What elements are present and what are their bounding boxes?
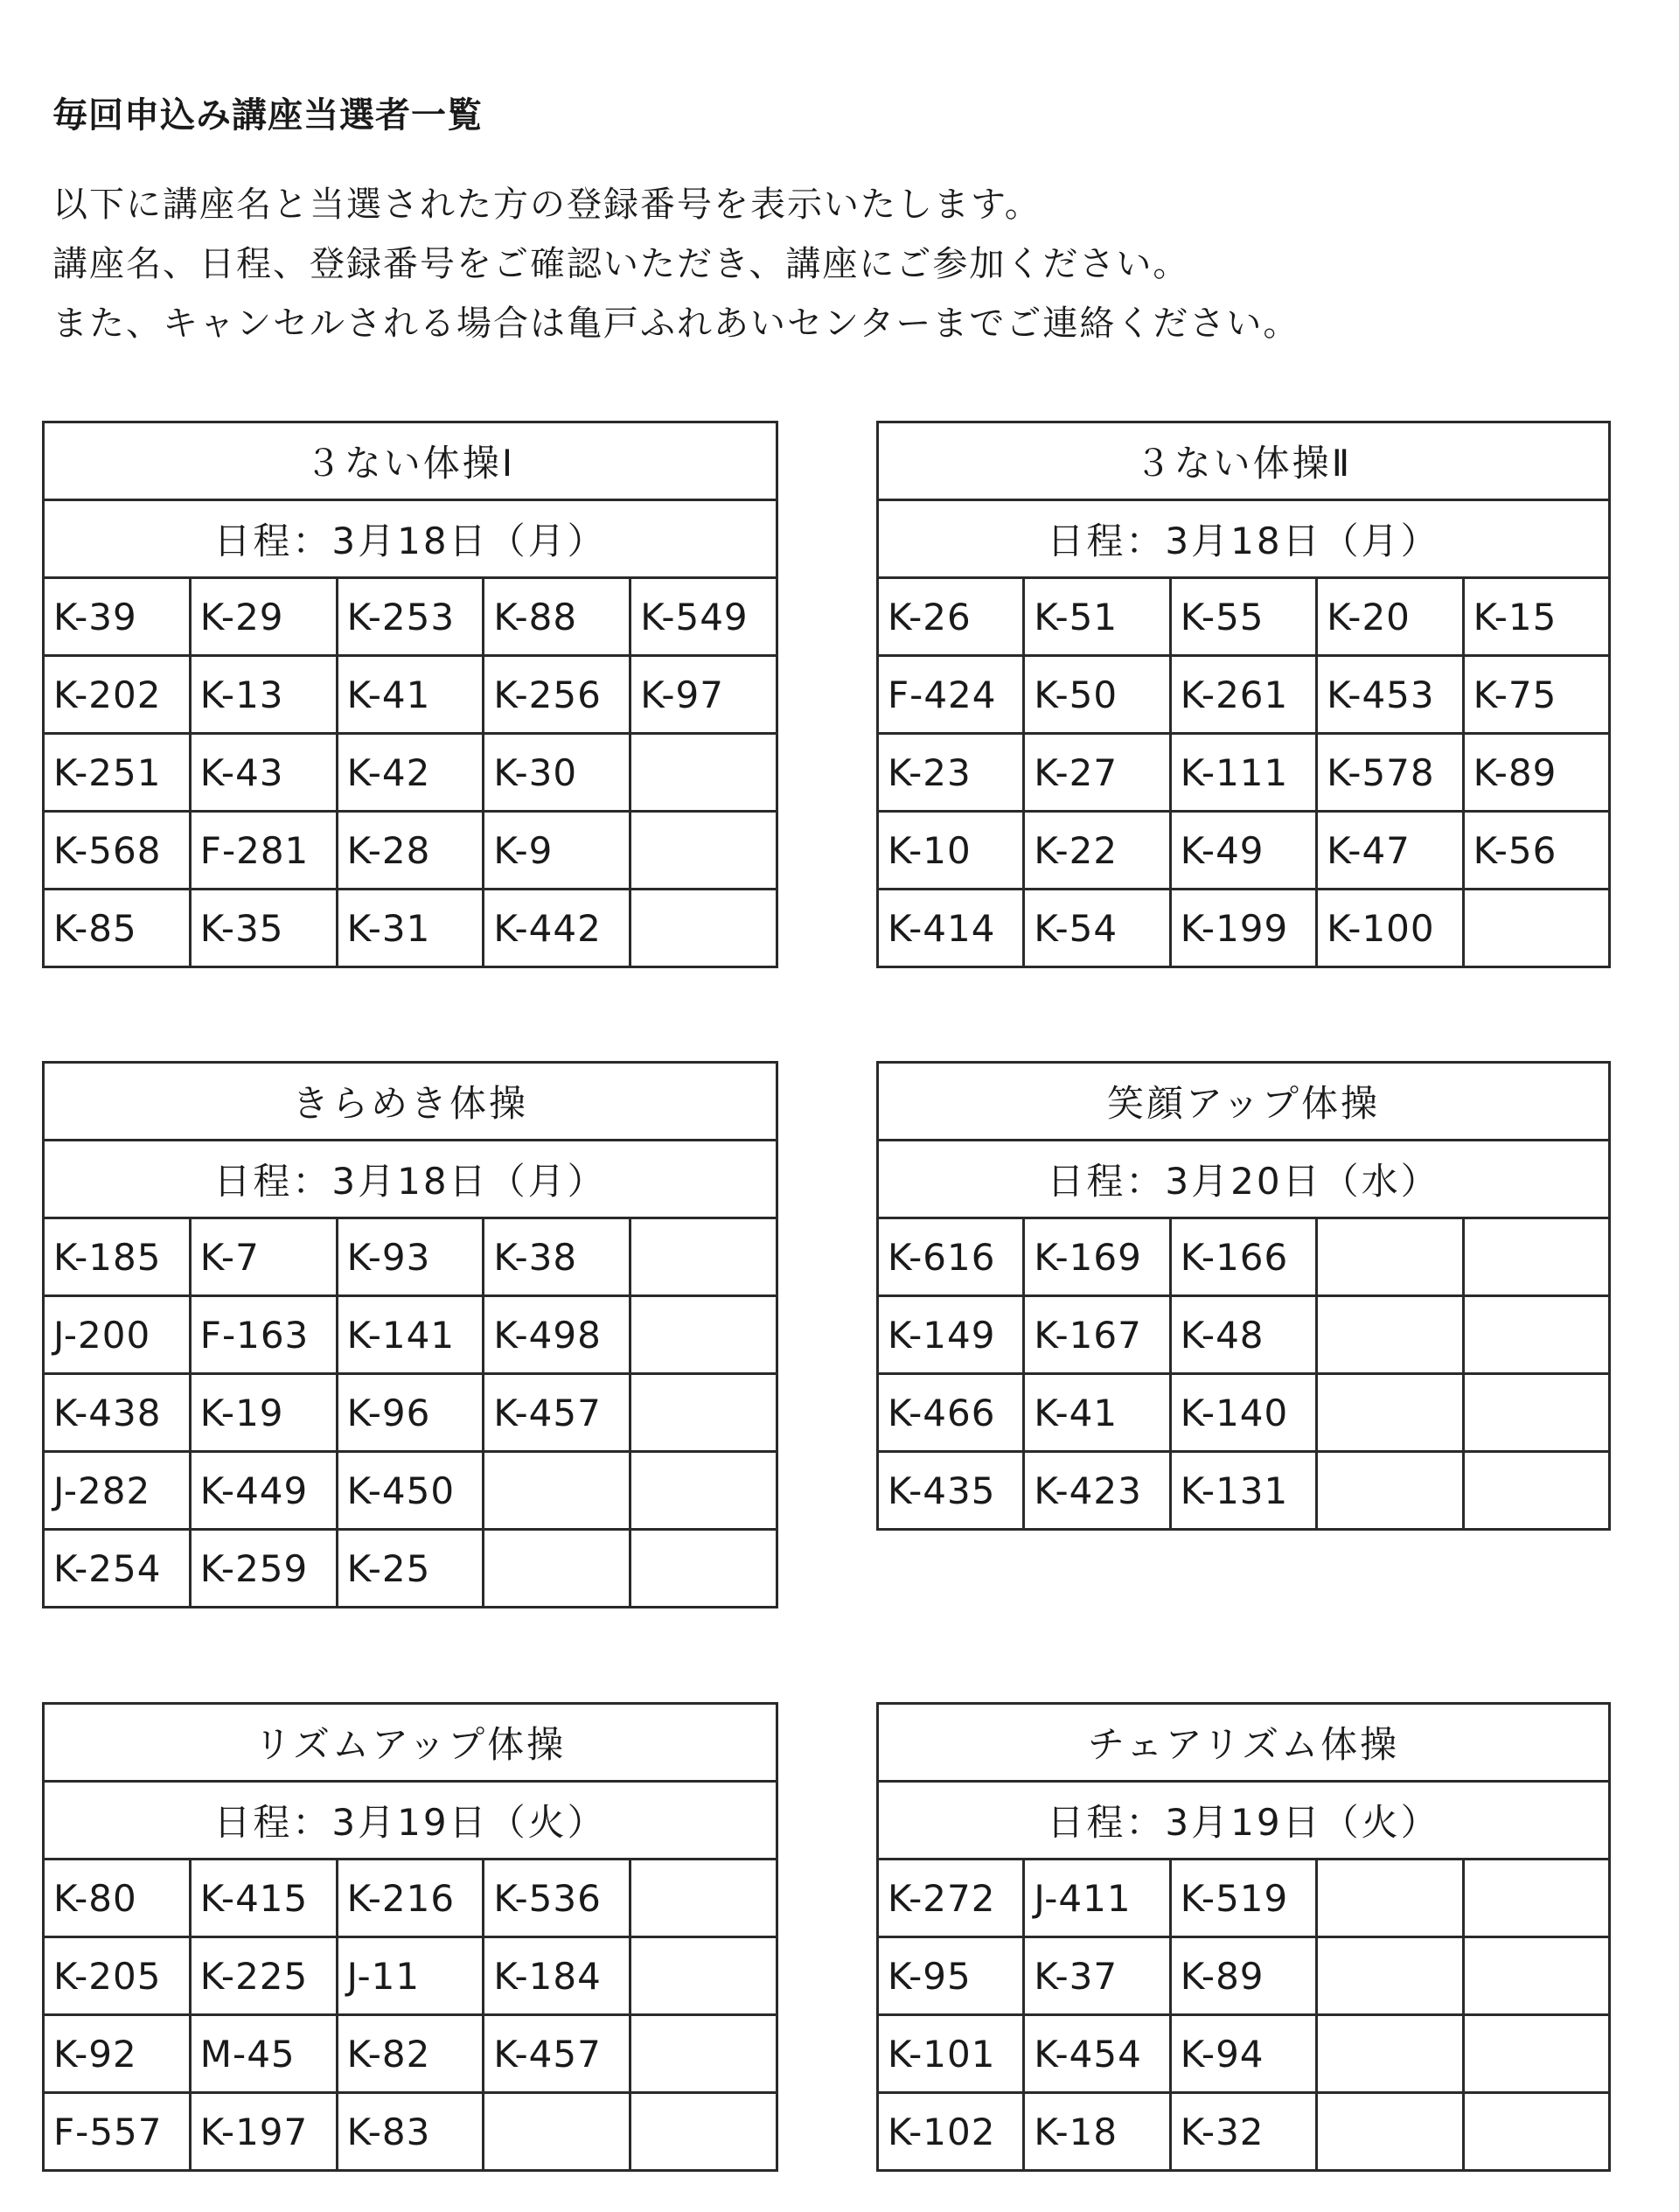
registration-number: K-205 — [44, 1937, 191, 2015]
registration-number: K-94 — [1170, 2015, 1316, 2093]
course-name: ３ない体操Ⅱ — [878, 422, 1610, 500]
registration-number: K-549 — [630, 578, 777, 656]
registration-number — [1317, 1937, 1463, 2015]
registration-number: K-15 — [1463, 578, 1609, 656]
course-name: チェアリズム体操 — [878, 1704, 1610, 1782]
registration-number: K-100 — [1317, 890, 1463, 967]
registration-number: K-453 — [1317, 656, 1463, 734]
registration-number: K-167 — [1024, 1296, 1170, 1374]
registration-number: K-457 — [484, 2015, 630, 2093]
registration-number: K-185 — [44, 1218, 191, 1296]
registration-number: K-450 — [337, 1452, 484, 1530]
registration-number: K-22 — [1024, 812, 1170, 890]
registration-number: K-616 — [878, 1218, 1024, 1296]
registration-number: K-28 — [337, 812, 484, 890]
registration-number: K-435 — [878, 1452, 1024, 1530]
table-row — [878, 1374, 1610, 1452]
registration-number: K-54 — [1024, 890, 1170, 967]
registration-number: K-272 — [878, 1860, 1024, 1937]
registration-number: K-140 — [1170, 1374, 1316, 1452]
registration-number: K-25 — [337, 1530, 484, 1608]
registration-number: K-568 — [44, 812, 191, 890]
registration-number: K-578 — [1317, 734, 1463, 812]
table-row — [44, 1218, 777, 1296]
registration-number — [630, 1937, 777, 2015]
registration-number: K-415 — [190, 1860, 337, 1937]
registration-number: K-225 — [190, 1937, 337, 2015]
registration-number: K-38 — [484, 1218, 630, 1296]
registration-number — [630, 1860, 777, 1937]
registration-number: F-557 — [44, 2093, 191, 2171]
registration-number: K-88 — [484, 578, 630, 656]
registration-number: K-89 — [1463, 734, 1609, 812]
registration-number — [630, 1218, 777, 1296]
page-title: 毎回申込み講座当選者一覧 — [52, 95, 483, 136]
registration-number — [1463, 1937, 1609, 2015]
registration-number: K-96 — [337, 1374, 484, 1452]
registration-number: F-424 — [878, 656, 1024, 734]
registration-number: K-95 — [878, 1937, 1024, 2015]
table-row — [878, 1452, 1610, 1530]
registration-number — [630, 1296, 777, 1374]
registration-number: K-20 — [1317, 578, 1463, 656]
registration-number — [484, 1452, 630, 1530]
registration-number — [630, 1374, 777, 1452]
registration-number: K-423 — [1024, 1452, 1170, 1530]
registration-number: K-10 — [878, 812, 1024, 890]
registration-number: K-101 — [878, 2015, 1024, 2093]
table-row — [878, 890, 1610, 967]
course-table-chair-rhythm — [876, 1702, 1611, 2172]
registration-number: K-7 — [190, 1218, 337, 1296]
registration-number: K-32 — [1170, 2093, 1316, 2171]
registration-number — [1463, 890, 1609, 967]
registration-number: K-166 — [1170, 1218, 1316, 1296]
registration-number: F-163 — [190, 1296, 337, 1374]
registration-number — [1317, 2015, 1463, 2093]
registration-number — [1317, 1218, 1463, 1296]
course-table-3nai-2 — [876, 421, 1611, 968]
registration-number: K-111 — [1170, 734, 1316, 812]
registration-number: J-282 — [44, 1452, 191, 1530]
table-row — [44, 656, 777, 734]
registration-number — [1317, 1860, 1463, 1937]
course-table-egao-up — [876, 1061, 1611, 1531]
registration-number: K-536 — [484, 1860, 630, 1937]
course-name: リズムアップ体操 — [44, 1704, 777, 1782]
registration-number: K-39 — [44, 578, 191, 656]
course-schedule: 日程：3月18日（月） — [878, 500, 1610, 578]
registration-number: K-35 — [190, 890, 337, 967]
registration-number: K-454 — [1024, 2015, 1170, 2093]
table-row — [878, 812, 1610, 890]
registration-number: K-438 — [44, 1374, 191, 1452]
course-schedule: 日程：3月19日（火） — [878, 1782, 1610, 1860]
registration-number: J-200 — [44, 1296, 191, 1374]
registration-number: F-281 — [190, 812, 337, 890]
course-schedule: 日程：3月19日（火） — [44, 1782, 777, 1860]
registration-number: K-80 — [44, 1860, 191, 1937]
course-name: きらめき体操 — [44, 1063, 777, 1141]
registration-number: K-149 — [878, 1296, 1024, 1374]
registration-number: K-50 — [1024, 656, 1170, 734]
intro-line: 講座名、日程、登録番号をご確認いただき、講座にご参加ください。 — [52, 244, 1190, 284]
registration-number: K-442 — [484, 890, 630, 967]
registration-number: J-11 — [337, 1937, 484, 2015]
table-row — [878, 1296, 1610, 1374]
table-row — [44, 1860, 777, 1937]
registration-number — [1317, 1296, 1463, 1374]
registration-number: K-414 — [878, 890, 1024, 967]
registration-number: K-9 — [484, 812, 630, 890]
registration-number: K-30 — [484, 734, 630, 812]
registration-number: K-199 — [1170, 890, 1316, 967]
course-schedule: 日程：3月20日（水） — [878, 1141, 1610, 1218]
table-row — [878, 734, 1610, 812]
course-table-kirameki — [42, 1061, 778, 1608]
registration-number: K-92 — [44, 2015, 191, 2093]
course-schedule: 日程：3月18日（月） — [44, 1141, 777, 1218]
course-table-3nai-1 — [42, 421, 778, 968]
registration-number — [630, 734, 777, 812]
table-row — [878, 1218, 1610, 1296]
registration-number: K-253 — [337, 578, 484, 656]
registration-number: K-202 — [44, 656, 191, 734]
table-row — [878, 578, 1610, 656]
registration-number: K-519 — [1170, 1860, 1316, 1937]
course-name: 笑顔アップ体操 — [878, 1063, 1610, 1141]
registration-number: K-498 — [484, 1296, 630, 1374]
registration-number — [1463, 2015, 1609, 2093]
registration-number: K-251 — [44, 734, 191, 812]
registration-number: M-45 — [190, 2015, 337, 2093]
table-row — [44, 812, 777, 890]
table-row — [878, 1937, 1610, 2015]
registration-number: K-51 — [1024, 578, 1170, 656]
registration-number — [630, 2093, 777, 2171]
registration-number: K-85 — [44, 890, 191, 967]
registration-number — [1463, 1296, 1609, 1374]
table-row — [878, 2093, 1610, 2171]
registration-number: K-26 — [878, 578, 1024, 656]
registration-number: K-93 — [337, 1218, 484, 1296]
registration-number: K-18 — [1024, 2093, 1170, 2171]
registration-number: K-47 — [1317, 812, 1463, 890]
registration-number: K-27 — [1024, 734, 1170, 812]
table-row — [44, 1374, 777, 1452]
course-schedule: 日程：3月18日（月） — [44, 500, 777, 578]
registration-number: K-82 — [337, 2015, 484, 2093]
table-row — [44, 2015, 777, 2093]
registration-number: K-83 — [337, 2093, 484, 2171]
registration-number — [630, 890, 777, 967]
registration-number — [630, 1452, 777, 1530]
registration-number: K-449 — [190, 1452, 337, 1530]
registration-number: K-197 — [190, 2093, 337, 2171]
registration-number: K-23 — [878, 734, 1024, 812]
registration-number: K-31 — [337, 890, 484, 967]
registration-number: K-49 — [1170, 812, 1316, 890]
registration-number — [1463, 1374, 1609, 1452]
table-row — [878, 2015, 1610, 2093]
registration-number: K-29 — [190, 578, 337, 656]
registration-number: K-97 — [630, 656, 777, 734]
table-row — [44, 578, 777, 656]
registration-number: K-41 — [1024, 1374, 1170, 1452]
intro-text — [52, 175, 1299, 353]
table-row — [44, 1296, 777, 1374]
registration-number: K-48 — [1170, 1296, 1316, 1374]
registration-number: K-457 — [484, 1374, 630, 1452]
registration-number — [484, 2093, 630, 2171]
intro-line: 以下に講座名と当選された方の登録番号を表示いたします。 — [52, 185, 1042, 225]
registration-number: J-411 — [1024, 1860, 1170, 1937]
registration-number: K-131 — [1170, 1452, 1316, 1530]
registration-number: K-216 — [337, 1860, 484, 1937]
table-row — [44, 1452, 777, 1530]
registration-number — [1463, 1860, 1609, 1937]
course-table-rhythm-up — [42, 1702, 778, 2172]
registration-number — [1463, 1218, 1609, 1296]
intro-line: また、キャンセルされる場合は亀戸ふれあいセンターまでご連絡ください。 — [52, 304, 1300, 344]
registration-number — [1317, 1452, 1463, 1530]
registration-number — [1463, 2093, 1609, 2171]
registration-number — [1317, 2093, 1463, 2171]
registration-number: K-89 — [1170, 1937, 1316, 2015]
registration-number: K-19 — [190, 1374, 337, 1452]
registration-number: K-466 — [878, 1374, 1024, 1452]
registration-number: K-13 — [190, 656, 337, 734]
registration-number — [630, 2015, 777, 2093]
registration-number: K-43 — [190, 734, 337, 812]
registration-number — [1317, 1374, 1463, 1452]
registration-number: K-102 — [878, 2093, 1024, 2171]
registration-number: K-75 — [1463, 656, 1609, 734]
registration-number: K-261 — [1170, 656, 1316, 734]
registration-number: K-42 — [337, 734, 484, 812]
registration-number: K-254 — [44, 1530, 191, 1608]
registration-number — [484, 1530, 630, 1608]
registration-number — [1463, 1452, 1609, 1530]
table-row — [44, 2093, 777, 2171]
course-name: ３ない体操Ⅰ — [44, 422, 777, 500]
table-row — [44, 1937, 777, 2015]
table-row — [878, 656, 1610, 734]
registration-number: K-37 — [1024, 1937, 1170, 2015]
registration-number: K-184 — [484, 1937, 630, 2015]
table-row — [44, 1530, 777, 1608]
registration-number — [630, 1530, 777, 1608]
table-row — [878, 1860, 1610, 1937]
registration-number: K-259 — [190, 1530, 337, 1608]
registration-number: K-256 — [484, 656, 630, 734]
registration-number — [630, 812, 777, 890]
table-row — [44, 734, 777, 812]
table-row — [44, 890, 777, 967]
registration-number: K-41 — [337, 656, 484, 734]
registration-number: K-169 — [1024, 1218, 1170, 1296]
registration-number: K-56 — [1463, 812, 1609, 890]
registration-number: K-55 — [1170, 578, 1316, 656]
registration-number: K-141 — [337, 1296, 484, 1374]
